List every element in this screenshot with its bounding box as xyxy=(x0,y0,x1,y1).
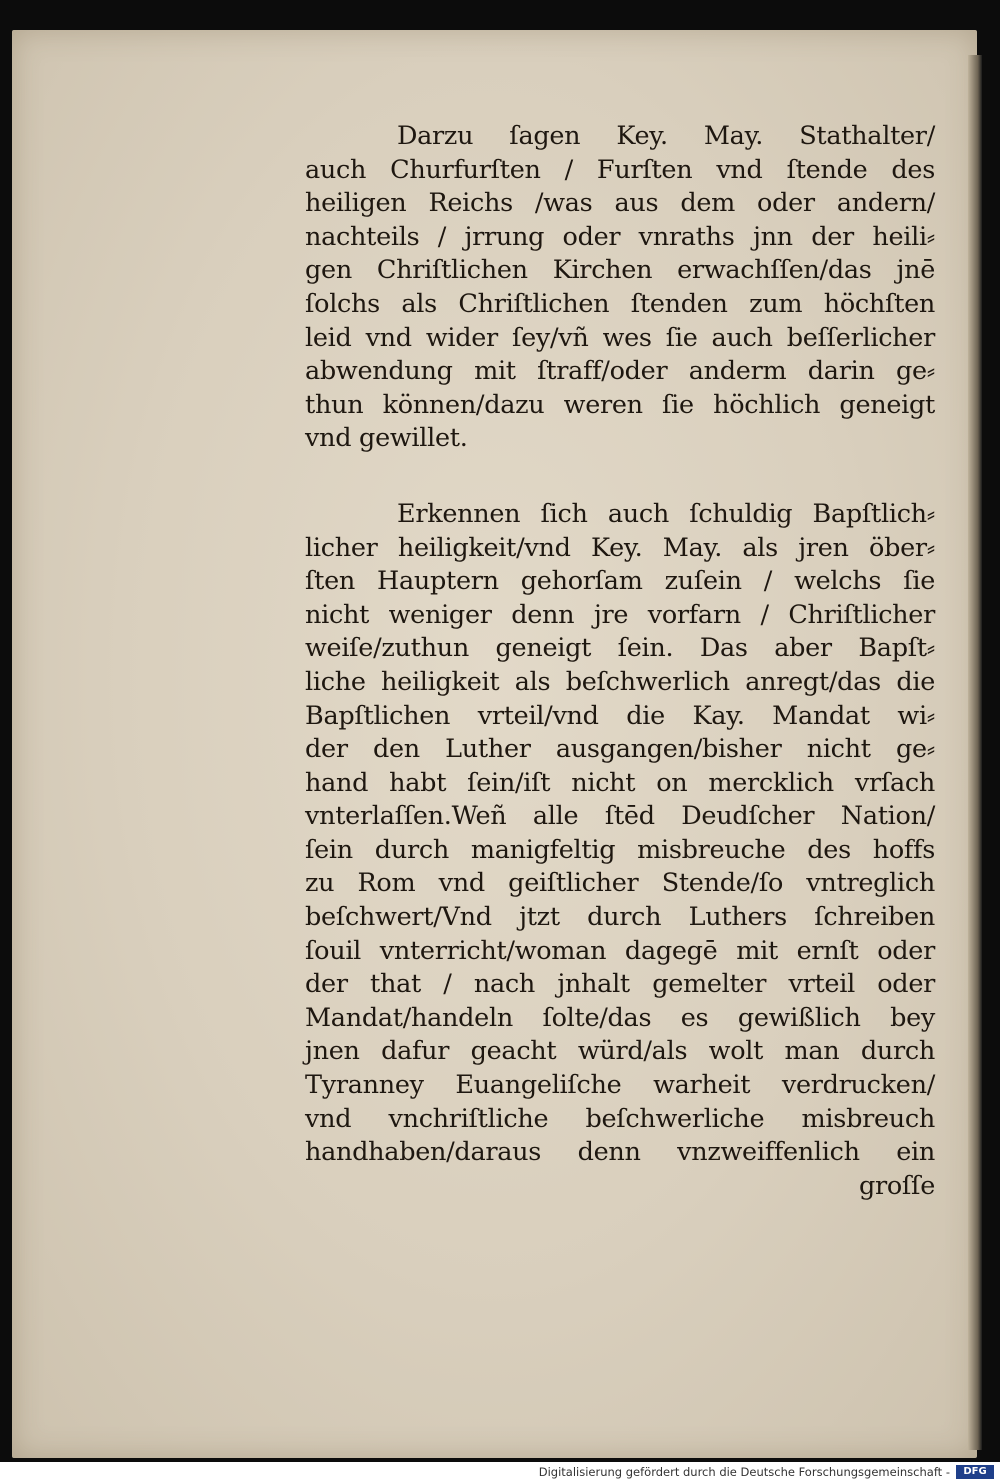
text-line: thun können/dazu weren ſie höchlich geneigt xyxy=(305,389,935,420)
text-line: Darzu ſagen Key. May. Stathalter/ xyxy=(397,121,935,151)
text-line: ſten Hauptern gehorſam zuſein / welchs ſie xyxy=(305,566,935,597)
text-line: auch Churfurſten / Furſten vnd ſtende des xyxy=(305,154,935,185)
text-line: ſein durch manigfeltig misbreuche des hoffs xyxy=(305,834,935,865)
text-line: nachteils / jrrung oder vnraths jnn der heili⸗ xyxy=(305,221,935,252)
text-line: Bapſtlichen vrteil/vnd die Kay. Mandat wi⸗ xyxy=(305,700,935,731)
text-line: Erkennen ſich auch ſchuldig Bapſtlich⸗ xyxy=(397,498,935,529)
text-line: leid vnd wider ſey/vñ wes ſie auch beſſerlicher xyxy=(305,322,935,353)
text-line: heiligen Reichs /was aus dem oder andern/ xyxy=(305,188,935,219)
text-line: beſchwert/Vnd jtzt durch Luthers ſchreiben xyxy=(305,902,935,933)
text-line: der that / nach jnhalt gemelter vrteil oder xyxy=(305,969,935,1000)
text-line: jnen dafur geacht würd/als wolt man durch xyxy=(305,1036,935,1067)
text-line: ſouil vnterricht/woman dagegē mit ernſt oder xyxy=(305,935,935,966)
text-block xyxy=(305,120,935,1203)
text-line: nicht weniger denn jre vorfarn / Chriſtlicher xyxy=(305,599,935,630)
page-edge-shadow xyxy=(968,55,982,1450)
text-line: weiſe/zuthun geneigt ſein. Das aber Bapſt⸗ xyxy=(305,633,935,664)
paragraph-gap xyxy=(305,456,935,498)
text-line: der den Luther ausgangen/bisher nicht ge⸗ xyxy=(305,734,935,765)
text-line: vnd gewillet. xyxy=(305,423,468,454)
text-line: hand habt ſein/iſt nicht on mercklich vrſach xyxy=(305,767,935,798)
catchword: groſſe xyxy=(858,1170,935,1201)
text-line: ſolchs als Chriſtlichen ſtenden zum höchſten xyxy=(305,288,935,319)
text-line: handhaben/daraus denn vnzweiffenlich ein xyxy=(305,1137,935,1168)
text-line: vnd vnchriſtliche beſchwerliche misbreuch xyxy=(305,1103,935,1134)
text-line: Mandat/handeln ſolte/das es gewißlich bey xyxy=(305,1002,935,1033)
text-line: licher heiligkeit/vnd Key. May. als jren öber⸗ xyxy=(305,532,935,563)
footer-bar xyxy=(0,1462,1000,1483)
text-line: vnterlaſſen.Weñ alle ſtēd Deudſcher Nation/ xyxy=(305,801,935,832)
text-line: Tyranney Euangeliſche warheit verdrucken/ xyxy=(305,1070,935,1101)
dfg-logo-icon: DFG xyxy=(956,1465,994,1479)
text-line: liche heiligkeit als beſchwerlich anregt/das die xyxy=(305,666,935,697)
funding-note: Digitalisierung gefördert durch die Deutsche Forschungsgemeinschaft - xyxy=(538,1465,950,1479)
text-line: gen Chriſtlichen Kirchen erwachſſen/das jnē xyxy=(305,255,935,286)
paragraph-1 xyxy=(305,120,935,456)
paragraph-2 xyxy=(305,498,935,1170)
text-line: zu Rom vnd geiſtlicher Stende/ſo vntreglich xyxy=(305,868,935,899)
text-line: abwendung mit ſtraff/oder anderm darin ge⸗ xyxy=(305,356,935,387)
